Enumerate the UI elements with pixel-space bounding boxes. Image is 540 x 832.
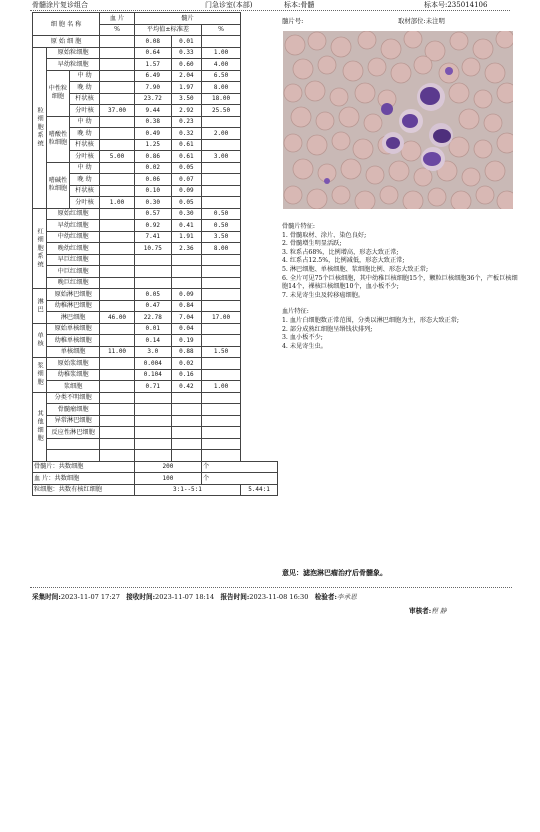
normal-mean [134,415,171,427]
group-label-plasma: 浆细胞 [33,358,47,393]
blood-percent [100,438,135,450]
normal-mean: 0.71 [134,381,171,393]
cell-type-name: 早巨红细胞 [47,254,100,266]
specimen-number: 标本号:235014106 [424,1,488,9]
blood-percent [100,47,135,59]
header-blood: 血 片 [100,13,135,25]
normal-sd [171,438,201,450]
normal-sd [171,450,201,462]
table-row [33,36,278,48]
blood-percent [100,254,135,266]
marrow-percent: 2.00 [202,128,241,140]
marrow-percent: 1.00 [202,381,241,393]
normal-mean [134,427,171,439]
receive-time-label: 接收时间: [126,593,156,601]
collect-time: 2023-11-07 17:27 [60,593,120,601]
marrow-percent [202,162,241,174]
normal-mean [134,254,171,266]
table-header-row [33,13,278,25]
blood-percent [100,208,135,220]
header-mean-sd: 平均值±标准差 [134,24,201,36]
blood-percent [100,392,135,404]
ratio-reference: 3:1--5:1 [134,484,240,496]
blood-percent [100,335,135,347]
blood-percent [100,93,135,105]
blood-percent [100,139,135,151]
findings-notes [282,223,518,351]
marrow-percent: 3.50 [202,231,241,243]
normal-sd: 1.91 [171,231,201,243]
cell-type-name: 晚 幼 [69,174,99,186]
table-row [33,116,278,128]
cell-type-name: 中幼红细胞 [47,231,100,243]
normal-sd [171,277,201,289]
blood-findings-list [282,317,518,351]
table-row [33,174,278,186]
table-row [33,47,278,59]
blood-percent [100,427,135,439]
group-label-lymph: 淋巴 [33,289,47,324]
marrow-slide-number: 髓片号: [282,17,304,25]
cell-type-name: 中 幼 [69,70,99,82]
finding-item: 1. 血片白细胞数正常范围，分类以淋巴细胞为主，形态大致正常; [282,316,460,324]
blood-total-value: 100 [134,473,201,485]
collect-time-label: 采集时间: [32,593,61,601]
table-row [33,392,278,404]
cell-type-name: 杆状核 [69,185,99,197]
finding-item: 3. 血小板不少; [282,334,323,342]
normal-mean: 0.10 [134,185,171,197]
blood-percent [100,266,135,278]
normal-mean: 6.49 [134,70,171,82]
normal-mean: 7.90 [134,82,171,94]
marrow-total-value: 200 [134,461,201,473]
blood-percent: 46.00 [100,312,135,324]
marrow-percent [202,266,241,278]
blood-percent [100,289,135,301]
cell-type-name: 原始单核细胞 [47,323,100,335]
marrow-total-unit: 个 [202,461,278,473]
table-row [33,358,278,370]
reviewer-line [409,605,447,615]
specimen-type: 标本:骨髓 [284,1,315,9]
normal-mean [134,392,171,404]
normal-sd: 0.05 [171,197,201,209]
normal-sd: 0.41 [171,220,201,232]
cell-type-name: 早幼粒细胞 [47,59,100,71]
finding-item: 2. 部分成熟红细胞呈缗钱状排列; [282,325,373,333]
marrow-percent: 1.50 [202,346,241,358]
cell-type-name: 晚 幼 [69,128,99,140]
header-blood-pct: % [100,24,135,36]
cell-type-name: 杆状核 [69,93,99,105]
cell-type-name: 幼稚单核细胞 [47,335,100,347]
marrow-percent [202,254,241,266]
cell-type-name: 杆状核 [69,139,99,151]
blood-percent [100,450,135,462]
cell-type-name: 分叶核 [69,151,99,163]
blood-findings-title: 血片特征: [282,308,309,316]
blood-total-label: 血 片：共数细胞 [33,473,135,485]
table-row [33,197,278,209]
normal-mean: 0.86 [134,151,171,163]
normal-sd: 0.19 [171,335,201,347]
examiner-signature: 李承恩 [336,593,357,601]
marrow-percent [202,335,241,347]
normal-sd: 0.42 [171,381,201,393]
normal-sd: 0.33 [171,47,201,59]
marrow-percent: 25.50 [202,105,241,117]
table-row [33,151,278,163]
normal-sd: 0.88 [171,346,201,358]
finding-item: 4. 未见寄生虫。 [282,342,327,350]
cell-type-name: 晚幼红细胞 [47,243,100,255]
cell-type-name: 原始浆细胞 [47,358,100,370]
normal-mean: 0.14 [134,335,171,347]
table-row [33,105,278,117]
table-row [33,427,278,439]
report-title: 骨髓涂片复诊组合 [32,1,88,9]
table-row [33,220,278,232]
cell-count-table [32,12,278,496]
normal-mean: 0.92 [134,220,171,232]
marrow-percent [202,36,241,48]
table-row [33,266,278,278]
blood-percent [100,174,135,186]
normal-sd: 0.60 [171,59,201,71]
finding-item: 4. 红系占12.5%，比例减低，形态大致正常; [282,257,405,265]
blood-percent [100,369,135,381]
report-time-label: 报告时间: [220,593,250,601]
normal-mean: 22.78 [134,312,171,324]
table-row [33,335,278,347]
normal-sd: 2.04 [171,70,201,82]
cell-type-name: 骨髓瘤细胞 [47,404,100,416]
normal-mean: 7.41 [134,231,171,243]
normal-sd: 0.61 [171,151,201,163]
ratio-label: 粒细胞：共数有核红细胞 [33,484,135,496]
blood-percent: 11.00 [100,346,135,358]
table-row [33,162,278,174]
blood-percent [100,70,135,82]
cell-type-name: 淋巴细胞 [47,312,100,324]
department: 门急诊室(本部) [205,1,253,9]
report-time: 2023-11-08 16:30 [249,593,309,601]
normal-sd: 0.04 [171,323,201,335]
table-row [33,438,278,450]
blood-percent [100,404,135,416]
blood-percent [100,36,135,48]
blood-percent: 37.00 [100,105,135,117]
cell-type-name: 中 幼 [69,162,99,174]
marrow-percent [202,277,241,289]
normal-mean: 0.38 [134,116,171,128]
normal-mean: 3.0 [134,346,171,358]
normal-mean: 10.75 [134,243,171,255]
marrow-percent [202,427,241,439]
marrow-percent: 4.00 [202,59,241,71]
table-row [33,128,278,140]
table-row [33,277,278,289]
finding-item: 7. 未见寄生虫及转移癌细胞。 [282,291,365,299]
marrow-percent [202,323,241,335]
cell-type-name: 晚巨红细胞 [47,277,100,289]
marrow-total-label: 骨髓片：共数细胞 [33,461,135,473]
marrow-percent: 8.00 [202,82,241,94]
blood-percent [100,220,135,232]
cell-type-name: 幼稚淋巴细胞 [47,300,100,312]
table-row [33,312,278,324]
table-row [33,323,278,335]
marrow-percent [202,116,241,128]
blood-percent [100,381,135,393]
finding-item: 3. 粒系占68%，比例增高，形态大致正常; [282,248,399,256]
normal-sd: 3.50 [171,93,201,105]
cell-type-name: 分叶核 [69,105,99,117]
normal-sd: 0.84 [171,300,201,312]
header-marrow: 髓片 [134,13,240,25]
smear-micrograph [283,31,513,209]
normal-sd [171,427,201,439]
table-row [33,415,278,427]
normal-mean: 0.05 [134,289,171,301]
blood-percent [100,162,135,174]
marrow-percent [202,369,241,381]
blood-percent [100,185,135,197]
group-label-granulocyte: 粒细胞系统 [33,47,47,208]
cell-type-name: 反应性淋巴细胞 [47,427,100,439]
normal-mean: 0.004 [134,358,171,370]
normal-sd [171,404,201,416]
header-marrow-pct: % [202,24,241,36]
normal-mean [134,404,171,416]
marrow-findings-title: 骨髓片特征: [282,223,316,230]
normal-mean: 0.30 [134,197,171,209]
normal-sd [171,392,201,404]
cell-type-name: 幼稚浆细胞 [47,369,100,381]
normal-sd: 0.02 [171,358,201,370]
table-row [33,231,278,243]
marrow-percent: 3.00 [202,151,241,163]
group-label-eosinophil: 嗜酸性粒细胞 [47,116,70,162]
blood-percent [100,300,135,312]
cell-type-name: 晚 幼 [69,82,99,94]
blood-percent [100,277,135,289]
cell-type-name: 原始淋巴细胞 [47,289,100,301]
marrow-percent [202,197,241,209]
cell-type-name: 中巨红细胞 [47,266,100,278]
cell-type-name: 浆细胞 [47,381,100,393]
marrow-percent: 6.50 [202,70,241,82]
marrow-percent: 0.50 [202,208,241,220]
blood-percent: 5.00 [100,151,135,163]
marrow-percent [202,450,241,462]
cell-type-name: 原 始 细 胞 [33,36,100,48]
normal-sd: 0.32 [171,128,201,140]
normal-sd: 0.07 [171,174,201,186]
normal-mean: 0.06 [134,174,171,186]
reviewer-label: 审核者: [409,607,432,615]
marrow-percent [202,174,241,186]
normal-sd: 0.30 [171,208,201,220]
table-row [33,300,278,312]
blood-percent [100,82,135,94]
normal-mean: 23.72 [134,93,171,105]
group-label-mono: 单核 [33,323,47,358]
blood-percent [100,116,135,128]
table-row [33,254,278,266]
blood-percent [100,415,135,427]
normal-sd: 0.09 [171,289,201,301]
blood-percent: 1.00 [100,197,135,209]
marrow-percent [202,392,241,404]
table-row [33,450,278,462]
marrow-percent [202,404,241,416]
normal-sd [171,266,201,278]
marrow-percent [202,289,241,301]
marrow-percent [202,300,241,312]
normal-mean [134,438,171,450]
blood-percent [100,59,135,71]
normal-mean: 0.57 [134,208,171,220]
sampling-site: 取材部位:未注明 [398,17,445,25]
table-row [33,208,278,220]
table-row [33,404,278,416]
group-label-other: 其他细胞 [33,392,47,461]
marrow-percent [202,358,241,370]
finding-item: 6. 全片可见75个巨核细胞，其中幼稚巨核细胞15个，颗粒巨核细胞36个，产板巨核细胞14个，裸核巨核细胞10个，血小板不少; [282,274,518,291]
marrow-percent: 0.50 [202,220,241,232]
normal-sd: 2.36 [171,243,201,255]
total-row [33,461,278,473]
examiner-label: 检验者: [314,593,337,601]
cell-type-name: 原始红细胞 [47,208,100,220]
normal-sd: 0.23 [171,116,201,128]
report-header [0,0,540,10]
normal-mean: 0.49 [134,128,171,140]
marrow-percent [202,139,241,151]
group-label-basophil: 嗜碱性粒细胞 [47,162,70,208]
table-row [33,185,278,197]
ratio-row [33,484,278,496]
table-row [33,139,278,151]
normal-sd: 0.16 [171,369,201,381]
cell-type-name [47,438,100,450]
report-footer [32,591,357,601]
table-row [33,289,278,301]
cell-type-name: 分叶核 [69,197,99,209]
blood-percent [100,358,135,370]
normal-sd: 2.92 [171,105,201,117]
normal-sd: 0.05 [171,162,201,174]
finding-item: 1. 骨髓取材、涂片、染色良好; [282,231,367,239]
normal-mean: 0.104 [134,369,171,381]
diagnostic-opinion: 意见：滤泡淋巴瘤治疗后骨髓象。 [282,568,387,577]
bone-marrow-smear-image [283,31,513,209]
finding-item: 2. 骨髓增生明显活跃; [282,240,342,248]
header-divider [30,10,510,11]
marrow-percent: 17.00 [202,312,241,324]
normal-mean: 0.02 [134,162,171,174]
marrow-percent [202,185,241,197]
table-row [33,369,278,381]
normal-mean: 0.01 [134,323,171,335]
normal-sd: 7.04 [171,312,201,324]
cell-type-name: 单核细胞 [47,346,100,358]
marrow-percent: 8.00 [202,243,241,255]
marrow-percent: 18.00 [202,93,241,105]
normal-mean [134,277,171,289]
footer-divider [30,587,512,588]
reviewer-signature: 程 静 [431,607,447,615]
marrow-findings-list [282,232,518,301]
header-cell-name: 细 胞 名 称 [33,13,100,36]
normal-sd: 0.01 [171,36,201,48]
group-label-erythroid: 红细胞系统 [33,208,47,289]
normal-sd: 0.61 [171,139,201,151]
table-row [33,70,278,82]
receive-time: 2023-11-07 18:14 [155,593,215,601]
normal-mean: 9.44 [134,105,171,117]
blood-percent [100,243,135,255]
normal-mean [134,266,171,278]
normal-mean: 0.08 [134,36,171,48]
ratio-value: 5.44:1 [241,484,278,496]
normal-sd: 0.09 [171,185,201,197]
normal-sd [171,415,201,427]
table-row [33,82,278,94]
normal-mean: 1.25 [134,139,171,151]
cell-type-name [47,450,100,462]
blood-percent [100,323,135,335]
marrow-percent [202,415,241,427]
cell-type-name: 分类不明细胞 [47,392,100,404]
total-row [33,473,278,485]
marrow-percent: 1.00 [202,47,241,59]
table-row [33,93,278,105]
table-row [33,346,278,358]
normal-sd: 1.97 [171,82,201,94]
normal-mean: 1.57 [134,59,171,71]
normal-mean [134,450,171,462]
blood-total-unit: 个 [202,473,278,485]
marrow-percent [202,438,241,450]
table-row [33,381,278,393]
cell-type-name: 异常淋巴细胞 [47,415,100,427]
normal-mean: 0.47 [134,300,171,312]
cell-type-name: 早幼红细胞 [47,220,100,232]
cell-type-name: 原始粒细胞 [47,47,100,59]
normal-sd [171,254,201,266]
blood-percent [100,128,135,140]
group-label-neutrophil: 中性粒细胞 [47,70,70,116]
finding-item: 5. 淋巴细胞、单核细胞、浆细胞比例、形态大致正常; [282,265,429,273]
table-row [33,243,278,255]
table-row [33,59,278,71]
normal-mean: 0.64 [134,47,171,59]
cell-type-name: 中 幼 [69,116,99,128]
blood-percent [100,231,135,243]
